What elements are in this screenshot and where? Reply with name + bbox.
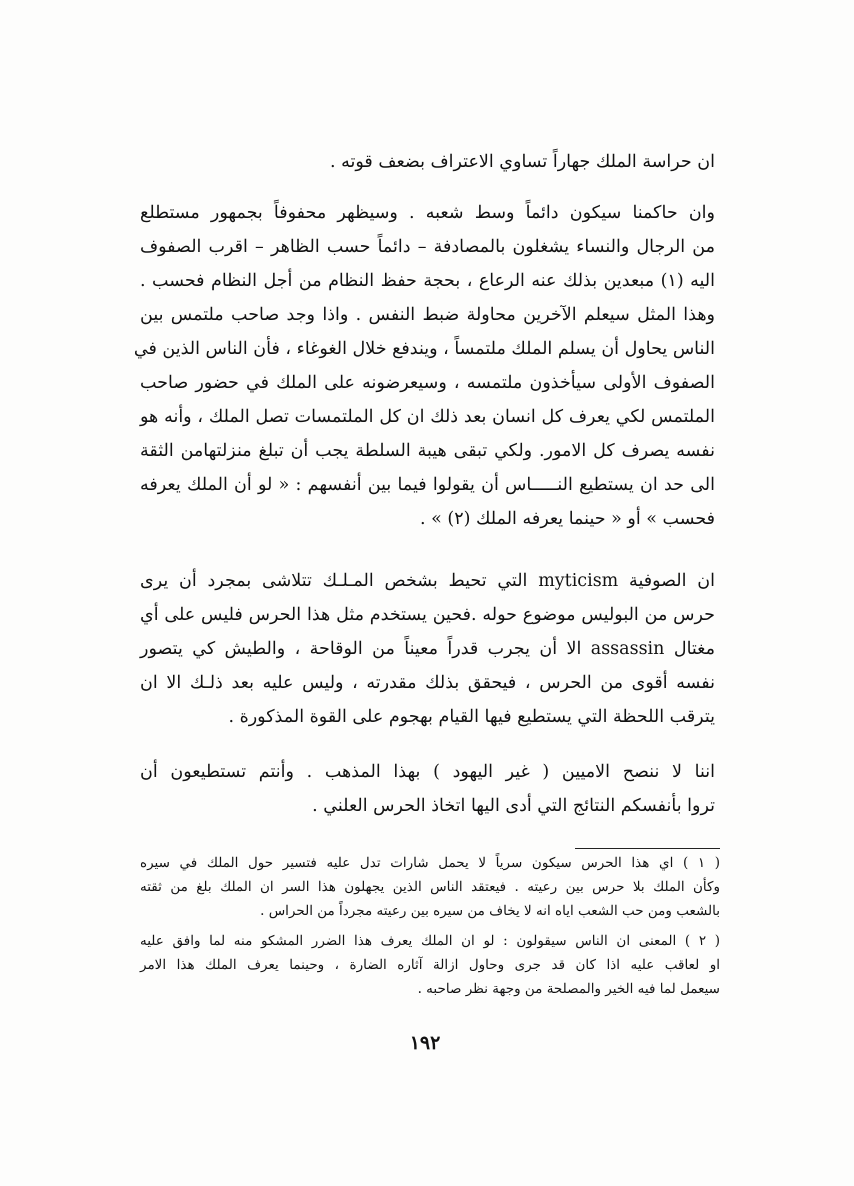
text-line: اننا لا ننصح الاميين ( غير اليهود ) بهذا المذهب . وأنتم تستطيعون أن <box>140 762 715 782</box>
text-line: مغتال assassin الا أن يجرب قدراً معيناً من الوقاحة ، والطيش كي يتصور <box>140 639 715 659</box>
text-line: نفسه أقوى من الحرس ، فيحقق بذلك مقدرته ، وليس عليه بعد ذلـك الا ان <box>140 673 715 693</box>
text-line: يترقب اللحظة التي يستطيع فيها القيام بهجوم على القوة المذكورة . <box>228 707 715 727</box>
footnote-separator <box>575 848 720 849</box>
page-number: ١٩٢ <box>409 1032 441 1054</box>
text-line: وان حاكمنا سيكون دائماً وسط شعبه . وسيظهر محفوفاً بجمهور مستطلع <box>140 203 715 223</box>
text-line: من الرجال والنساء يشغلون بالمصادفة – دائماً حسب الظاهر – اقرب الصفوف <box>140 237 715 257</box>
text-line: اليه (١) مبعدين بذلك عنه الرعاع ، بحجة حفظ النظام من أجل النظام فحسب . <box>140 271 715 291</box>
text-line: وهذا المثل سيعلم الآخرين محاولة ضبط النفس . واذا وجد صاحب ملتمس بين <box>140 305 715 325</box>
footnote-line: ( ١ ) اي هذا الحرس سيكون سرياً لا يحمل شارات تدل عليه فتسير حول الملك في سيره <box>140 855 721 871</box>
footnote-line: ( ٢ ) المعنى ان الناس سيقولون : لو ان الملك يعرف هذا الضرر المشكو منه لما وافق عليه <box>140 933 720 949</box>
text-line: ان الصوفية myticism التي تحيط بشخص المـلـك تتلاشى بمجرد أن يرى <box>140 571 715 591</box>
text-line: الى حد ان يستطيع النـــــاس أن يقولوا فيما بين أنفسهم : « لو أن الملك يعرفه <box>140 475 715 495</box>
text-line: الملتمس لكي يعرف كل انسان بعد ذلك ان كل الملتمسات تصل الملك ، وأنه هو <box>140 407 715 427</box>
text-line: ان حراسة الملك جهاراً تساوي الاعتراف بضعف قوته . <box>330 152 715 172</box>
text-line: الناس يحاول أن يسلم الملك ملتمساً ، ويندفع خلال الغوغاء ، فأن الناس الذين في <box>133 339 715 359</box>
footnote-line: سيعمل لما فيه الخير والمصلحة من وجهة نظر صاحبه . <box>417 981 720 997</box>
footnote-line: او لعاقب عليه اذا كان قد جرى وحاول ازالة آثاره الضارة ، وحينما يعرف الملك هذا الامر <box>140 957 720 973</box>
text-line: فحسب » أو « حينما يعرفه الملك (٢) » . <box>420 509 715 529</box>
text-line: حرس من البوليس موضوع حوله .فحين يستخدم مثل هذا الحرس فليس على أي <box>140 605 715 625</box>
footnote-line: وكأن الملك بلا حرس بين رعيته . فيعتقد الناس الذين يجهلون هذا السر ان الملك بلغ من ثقته <box>140 879 720 895</box>
text-line: نفسه يصرف كل الامور. ولكي تبقى هيبة السلطة يجب أن تبلغ منزلتهامن الثقة <box>140 441 715 461</box>
text-line: تروا بأنفسكم النتائج التي أدى اليها اتخاذ الحرس العلني . <box>312 796 715 816</box>
footnote-line: بالشعب ومن حب الشعب اياه انه لا يخاف من سيره بين رعيته مجرداً من الحراس . <box>260 903 720 919</box>
text-line: الصفوف الأولى سيأخذون ملتمسه ، وسيعرضونه على الملك في حضور صاحب <box>140 373 715 393</box>
